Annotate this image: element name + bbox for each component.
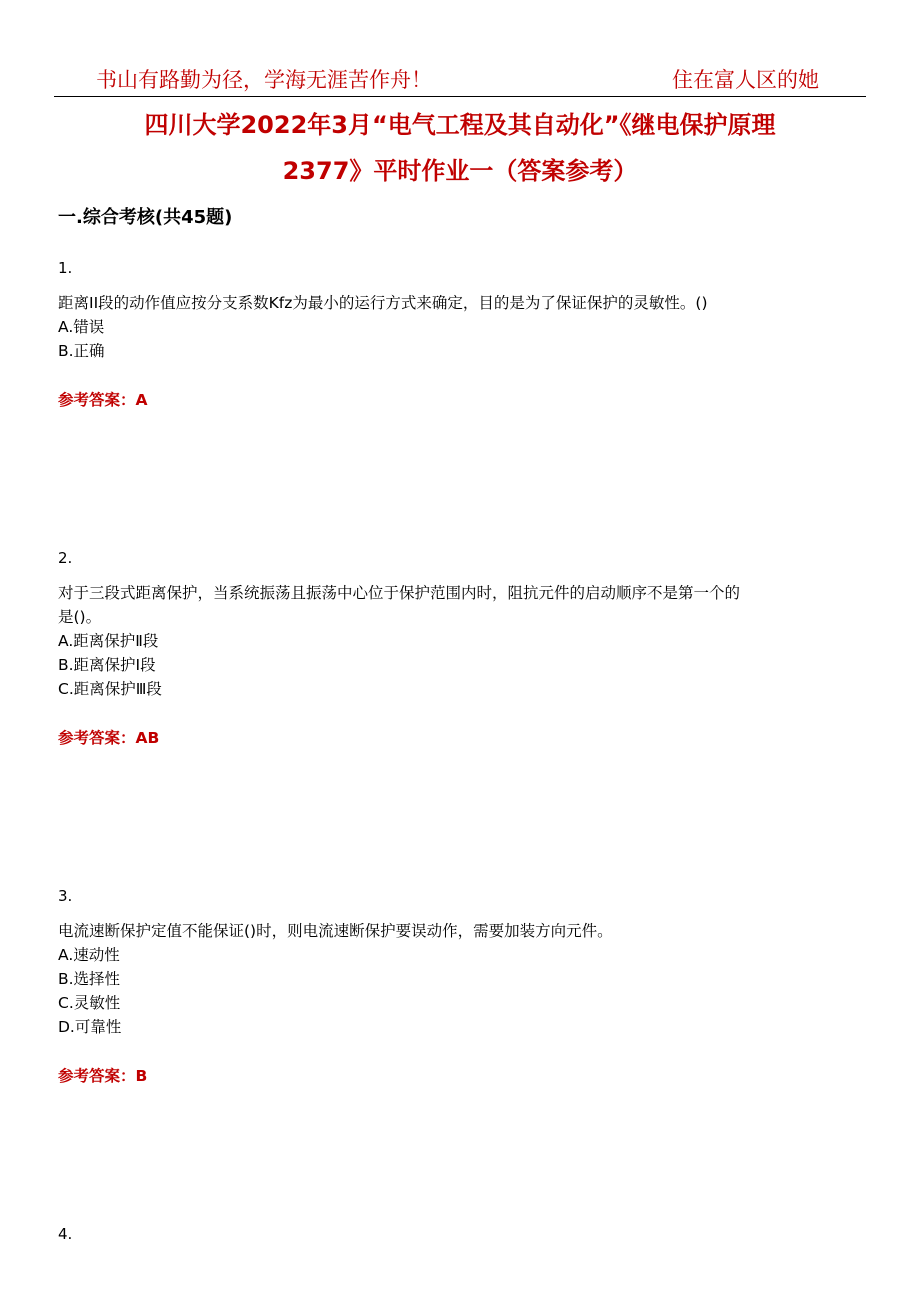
question-2-option-b: B.距离保护Ⅰ段 <box>58 656 156 674</box>
question-3-option-d: D.可靠性 <box>58 1018 122 1036</box>
header-motto: 书山有路勤为径，学海无涯苦作舟！ <box>96 68 432 92</box>
question-3-option-c: C.灵敏性 <box>58 994 121 1012</box>
question-2-answer: 参考答案：AB <box>58 729 160 747</box>
question-2-option-c: C.距离保护Ⅲ段 <box>58 680 162 698</box>
question-1-stem: 距离II段的动作值应按分支系数Kfz为最小的运行方式来确定，目的是为了保证保护的灵敏性。() <box>58 294 708 312</box>
header-divider <box>54 96 866 97</box>
question-3-option-a: A.速动性 <box>58 946 120 964</box>
question-3-answer: 参考答案：B <box>58 1067 148 1085</box>
question-4-number: 4. <box>58 1225 73 1243</box>
page-title-line-2: 2377》平时作业一（答案参考） <box>282 157 638 185</box>
question-1-option-a: A.错误 <box>58 318 105 336</box>
question-2-stem-line-2: 是()。 <box>58 608 102 626</box>
page-title-line-1: 四川大学2022年3月“电气工程及其自动化”《继电保护原理 <box>144 111 776 139</box>
question-1-option-b: B.正确 <box>58 342 105 360</box>
question-3-option-b: B.选择性 <box>58 970 121 988</box>
question-1-number: 1. <box>58 259 73 277</box>
question-3-number: 3. <box>58 887 73 905</box>
question-1-answer: 参考答案：A <box>58 391 148 409</box>
question-2-option-a: A.距离保护Ⅱ段 <box>58 632 159 650</box>
section-heading: 一.综合考核(共45题) <box>58 207 233 228</box>
question-2-stem-line-1: 对于三段式距离保护，当系统振荡且振荡中心位于保护范围内时，阻抗元件的启动顺序不是第一个的 <box>58 584 741 602</box>
question-2-number: 2. <box>58 549 73 567</box>
question-3-stem: 电流速断保护定值不能保证()时，则电流速断保护要误动作，需要加装方向元件。 <box>58 922 613 940</box>
header-author: 住在富人区的她 <box>672 68 819 92</box>
